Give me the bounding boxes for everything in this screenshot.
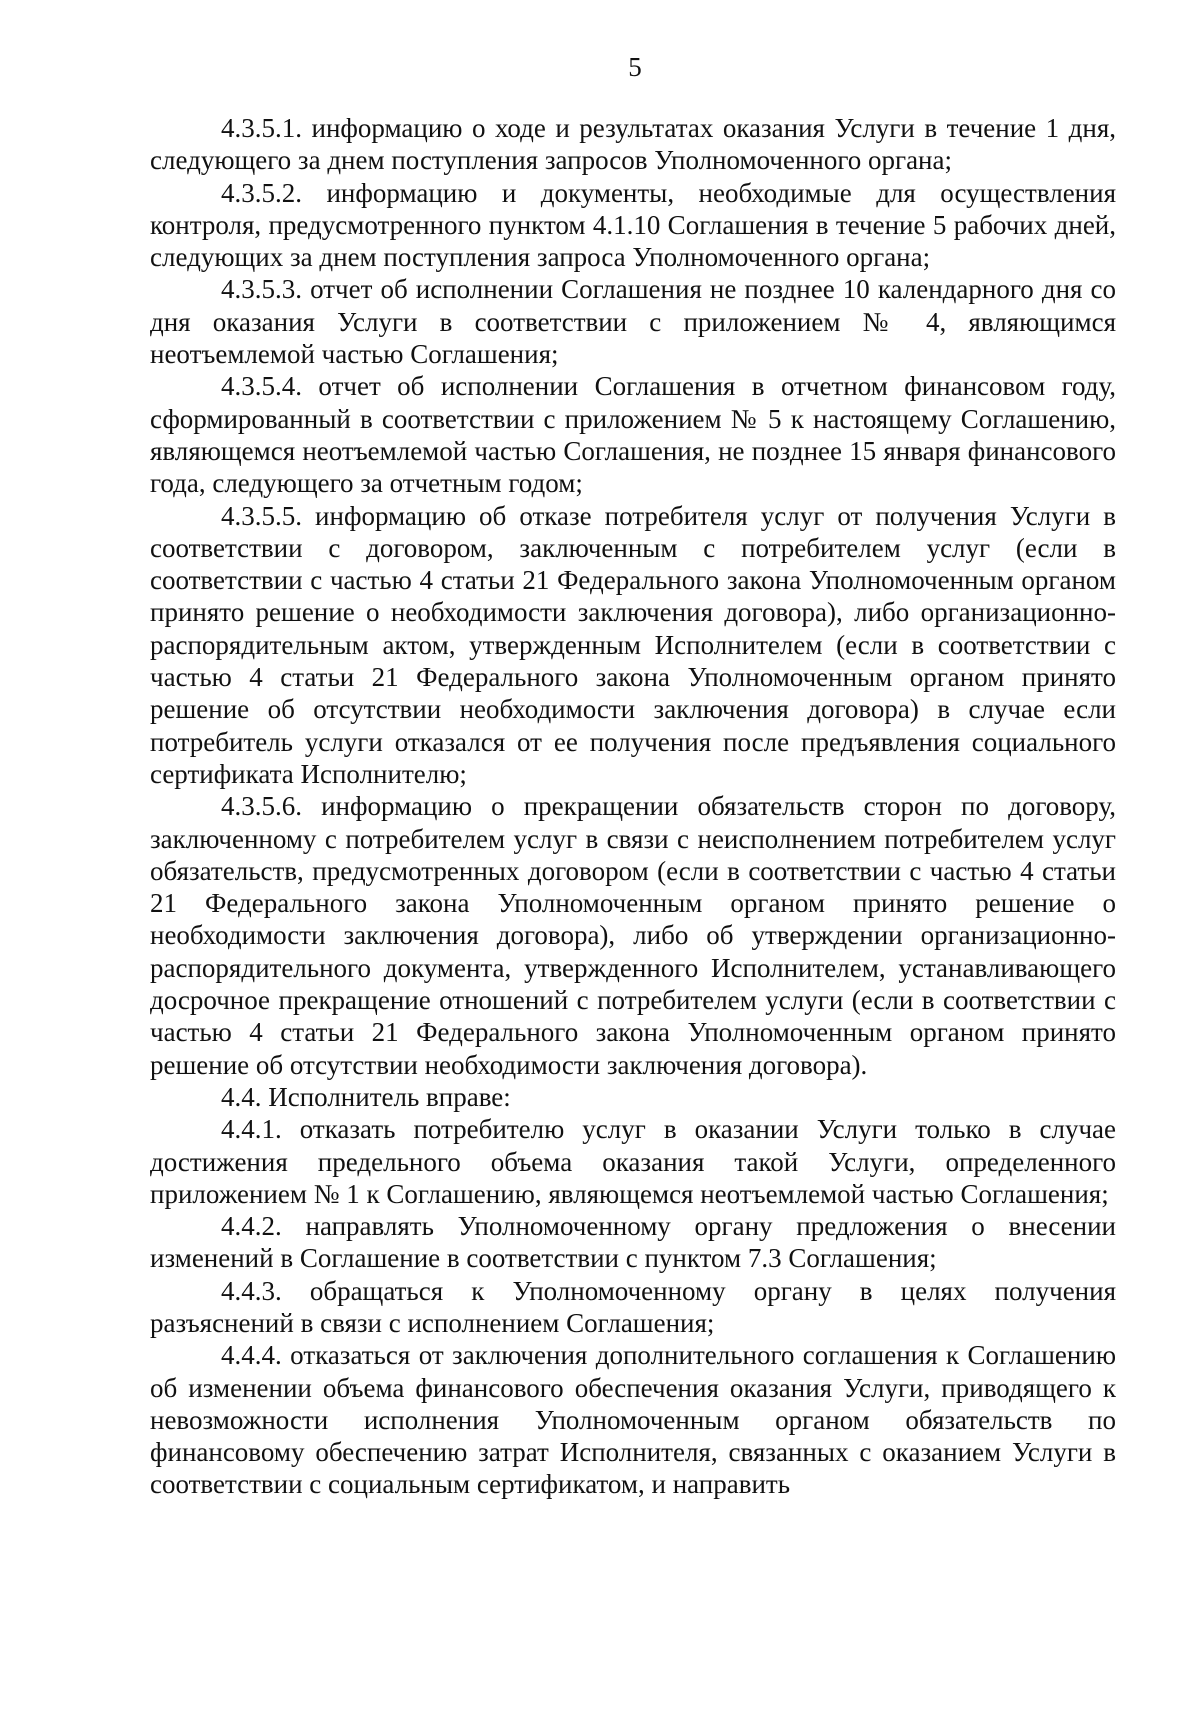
- paragraph-4-4-1: 4.4.1. отказать потребителю услуг в оказании Услуги только в случае достижения предельного объема оказания такой Услуги, определенного приложением № 1 к Соглашению, являющемся неотъемлемой частью Соглашения;: [150, 1114, 1116, 1209]
- paragraph-4-4-3: 4.4.3. обращаться к Уполномоченному органу в целях получения разъяснений в связи с исполнением Соглашения;: [150, 1275, 1116, 1338]
- paragraph-4-3-5-4: 4.3.5.4. отчет об исполнении Соглашения в отчетном финансовом году, сформированный в соответствии с приложением № 5 к настоящему Соглашению, являющемся неотъемлемой частью Соглашения, не позднее 15 января финансового года, следующего за отчетным годом;: [150, 371, 1116, 499]
- page-number: 5: [628, 52, 642, 82]
- paragraph-4-3-5-5: 4.3.5.5. информацию об отказе потребителя услуг от получения Услуги в соответствии с договором, заключенным с потребителем услуг (если в соответствии с частью 4 статьи 21 Федерального закона Уполномоченным органом принято решение о необходимости заключения договора), либо организационно-распорядительным актом, утвержденным Исполнителем (если в соответствии с частью 4 статьи 21 Федерального закона Уполномоченным органом принято решение об отсутствии необходимости заключения договора) в случае если потребитель услуги отказался от ее получения после предъявления социального сертификата Исполнителю;: [150, 500, 1116, 789]
- paragraph-4-4: 4.4. Исполнитель вправе:: [221, 1081, 511, 1112]
- paragraph-4-4-4: 4.4.4. отказаться от заключения дополнительного соглашения к Соглашению об изменении объема финансового обеспечения оказания Услуги, приводящего к невозможности исполнения Уполномоченным органом обязательств по финансовому обеспечению затрат Исполнителя, связанных с оказанием Услуги в соответствии с социальным сертификатом, и направить: [150, 1340, 1116, 1500]
- document-body: [150, 112, 1116, 1501]
- paragraph-4-3-5-2: 4.3.5.2. информацию и документы, необходимые для осуществления контроля, предусмотренного пунктом 4.1.10 Соглашения в течение 5 рабочих дней, следующих за днем поступления запроса Уполномоченного органа;: [150, 177, 1116, 273]
- paragraph-4-3-5-6: 4.3.5.6. информацию о прекращении обязательств сторон по договору, заключенному с потребителем услуг в связи с неисполнением потребителем услуг обязательств, предусмотренных договором (если в соответствии с частью 4 статьи 21 Федерального закона Уполномоченным органом принято решение о необходимости заключения договора), либо об утверждении организационно-распорядительного документа, утвержденного Исполнителем, устанавливающего досрочное прекращение отношений с потребителем услуги (если в соответствии с частью 4 статьи 21 Федерального закона Уполномоченным органом принято решение об отсутствии необходимости заключения договора).: [150, 791, 1116, 1080]
- paragraph-4-4-2: 4.4.2. направлять Уполномоченному органу предложения о внесении изменений в Соглашение в соответствии с пунктом 7.3 Соглашения;: [150, 1211, 1116, 1274]
- paragraph-4-3-5-1: 4.3.5.1. информацию о ходе и результатах оказания Услуги в течение 1 дня, следующего за днем поступления запросов Уполномоченного органа;: [150, 113, 1116, 176]
- paragraph-4-3-5-3: 4.3.5.3. отчет об исполнении Соглашения не позднее 10 календарного дня со дня оказания Услуги в соответствии с приложением № 4, являющимся неотъемлемой частью Соглашения;: [150, 274, 1116, 370]
